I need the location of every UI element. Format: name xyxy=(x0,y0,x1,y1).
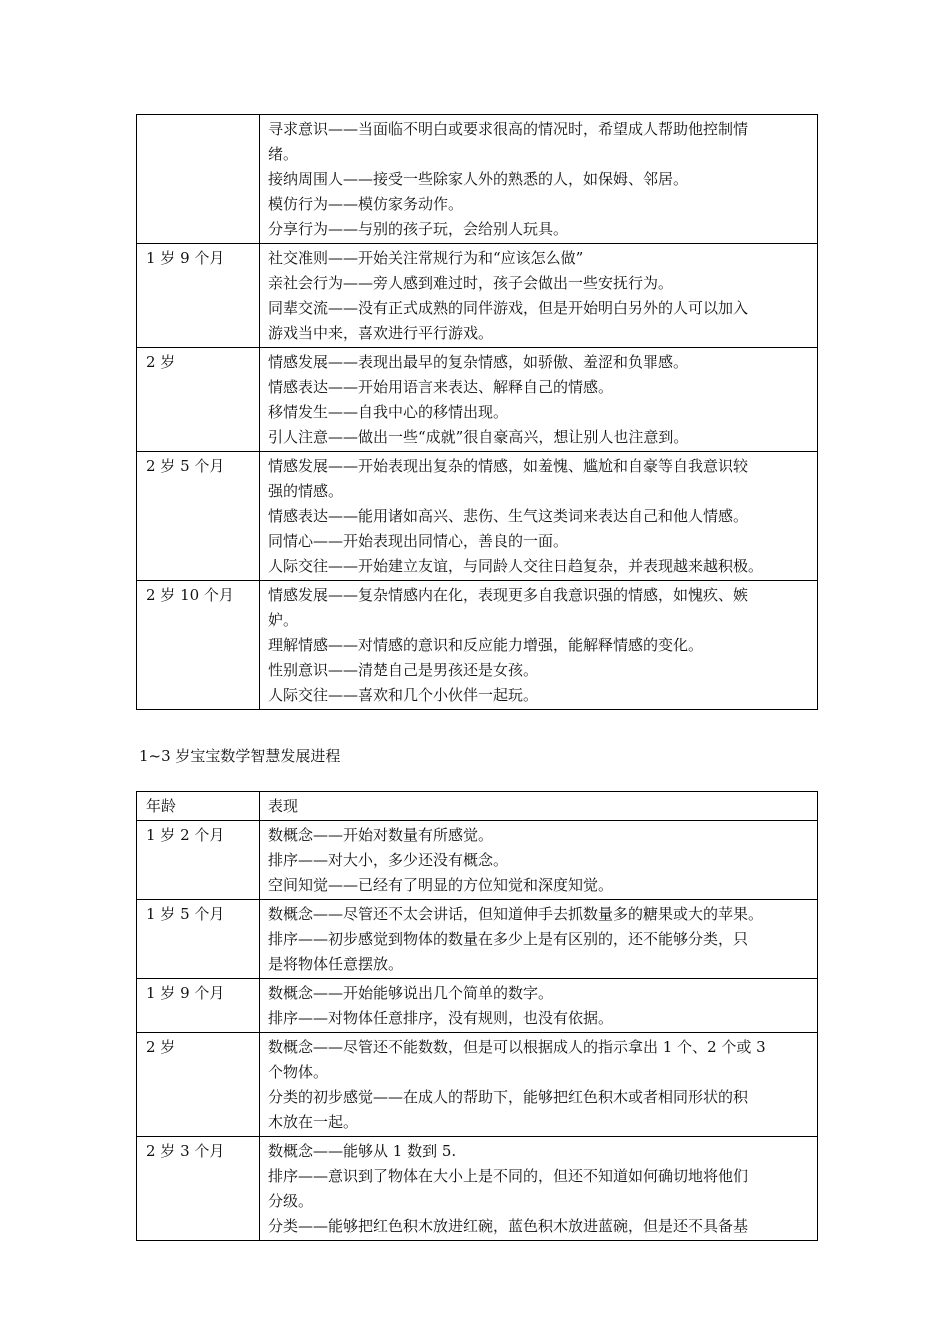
description-cell xyxy=(260,581,818,710)
table-row xyxy=(137,581,818,710)
table-row xyxy=(137,900,818,979)
age-cell: 1 岁 2 个月 xyxy=(137,821,260,900)
column-header-age: 年龄 xyxy=(137,792,260,821)
age-cell: 2 岁 xyxy=(137,348,260,452)
description-line: 接纳周围人——接受一些除家人外的熟悉的人，如保姆、邻居。 xyxy=(268,170,689,188)
description-line: 个物体。 xyxy=(268,1063,329,1081)
description-line: 人际交往——开始建立友谊，与同龄人交往日趋复杂，并表现越来越积极。 xyxy=(268,557,764,575)
description-line: 同辈交流——没有正式成熟的同伴游戏，但是开始明白另外的人可以加入 xyxy=(268,299,749,317)
table-row xyxy=(137,1033,818,1137)
description-cell xyxy=(260,1137,818,1241)
description-line: 数概念——能够从 1 数到 5. xyxy=(268,1142,457,1160)
description-line: 分享行为——与别的孩子玩，会给别人玩具。 xyxy=(268,220,569,238)
description-line: 情感发展——复杂情感内在化，表现更多自我意识强的情感，如愧疚、嫉 xyxy=(268,586,749,604)
description-cell xyxy=(260,900,818,979)
description-line: 社交准则——开始关注常规行为和“应该怎么做” xyxy=(268,249,584,267)
description-line: 情感发展——表现出最早的复杂情感，如骄傲、羞涩和负罪感。 xyxy=(268,353,689,371)
description-line: 同情心——开始表现出同情心，善良的一面。 xyxy=(268,532,569,550)
age-cell: 1 岁 5 个月 xyxy=(137,900,260,979)
description-line: 排序——对大小，多少还没有概念。 xyxy=(268,851,509,869)
description-line: 排序——初步感觉到物体的数量在多少上是有区别的，还不能够分类，只 xyxy=(268,930,749,948)
description-cell xyxy=(260,452,818,581)
description-line: 数概念——尽管还不能数数，但是可以根据成人的指示拿出 1 个、2 个或 3 xyxy=(268,1038,766,1056)
description-line: 妒。 xyxy=(268,611,299,629)
description-cell xyxy=(260,244,818,348)
table-row xyxy=(137,115,818,244)
description-cell xyxy=(260,115,818,244)
table-row xyxy=(137,1137,818,1241)
age-cell: 1 岁 9 个月 xyxy=(137,244,260,348)
description-line: 理解情感——对情感的意识和反应能力增强，能解释情感的变化。 xyxy=(268,636,704,654)
social-development-table xyxy=(136,114,818,710)
description-line: 情感表达——能用诸如高兴、悲伤、生气这类词来表达自己和他人情感。 xyxy=(268,507,749,525)
description-line: 木放在一起。 xyxy=(268,1113,359,1131)
description-line: 强的情感。 xyxy=(268,482,344,500)
description-line: 排序——意识到了物体在大小上是不同的，但还不知道如何确切地将他们 xyxy=(268,1167,749,1185)
description-line: 数概念——开始对数量有所感觉。 xyxy=(268,826,494,844)
description-line: 空间知觉——已经有了明显的方位知觉和深度知觉。 xyxy=(268,876,614,894)
age-cell: 2 岁 3 个月 xyxy=(137,1137,260,1241)
table-row xyxy=(137,348,818,452)
section-title: 1~3 岁宝宝数学智慧发展进程 xyxy=(139,747,341,765)
description-line: 移情发生——自我中心的移情出现。 xyxy=(268,403,509,421)
column-header-performance: 表现 xyxy=(260,792,818,821)
description-line: 数概念——尽管还不太会讲话，但知道伸手去抓数量多的糖果或大的苹果。 xyxy=(268,905,764,923)
age-cell: 2 岁 10 个月 xyxy=(137,581,260,710)
description-line: 亲社会行为——旁人感到难过时，孩子会做出一些安抚行为。 xyxy=(268,274,674,292)
description-line: 是将物体任意摆放。 xyxy=(268,955,404,973)
description-line: 模仿行为——模仿家务动作。 xyxy=(268,195,464,213)
description-line: 人际交往——喜欢和几个小伙伴一起玩。 xyxy=(268,686,539,704)
description-line: 分类的初步感觉——在成人的帮助下，能够把红色积木或者相同形状的积 xyxy=(268,1088,749,1106)
age-cell: 2 岁 5 个月 xyxy=(137,452,260,581)
age-cell: 1 岁 9 个月 xyxy=(137,979,260,1033)
description-cell xyxy=(260,979,818,1033)
description-line: 引人注意——做出一些“成就”很自豪高兴，想让别人也注意到。 xyxy=(268,428,689,446)
age-cell xyxy=(137,115,260,244)
table-row xyxy=(137,979,818,1033)
description-line: 情感发展——开始表现出复杂的情感，如羞愧、尴尬和自豪等自我意识较 xyxy=(268,457,749,475)
age-cell: 2 岁 xyxy=(137,1033,260,1137)
description-line: 情感表达——开始用语言来表达、解释自己的情感。 xyxy=(268,378,614,396)
table-header-row xyxy=(137,792,818,821)
math-development-table xyxy=(136,791,818,1241)
description-cell xyxy=(260,348,818,452)
description-line: 寻求意识——当面临不明白或要求很高的情况时，希望成人帮助他控制情 xyxy=(268,120,749,138)
description-line: 分类——能够把红色积木放进红碗，蓝色积木放进蓝碗，但是还不具备基 xyxy=(268,1217,749,1235)
description-line: 排序——对物体任意排序，没有规则，也没有依据。 xyxy=(268,1009,614,1027)
description-cell xyxy=(260,821,818,900)
description-line: 绪。 xyxy=(268,145,299,163)
table-row xyxy=(137,452,818,581)
description-line: 游戏当中来，喜欢进行平行游戏。 xyxy=(268,324,494,342)
table-row xyxy=(137,244,818,348)
description-cell xyxy=(260,1033,818,1137)
description-line: 数概念——开始能够说出几个简单的数字。 xyxy=(268,984,554,1002)
description-line: 性别意识——清楚自己是男孩还是女孩。 xyxy=(268,661,539,679)
description-line: 分级。 xyxy=(268,1192,314,1210)
table-row xyxy=(137,821,818,900)
